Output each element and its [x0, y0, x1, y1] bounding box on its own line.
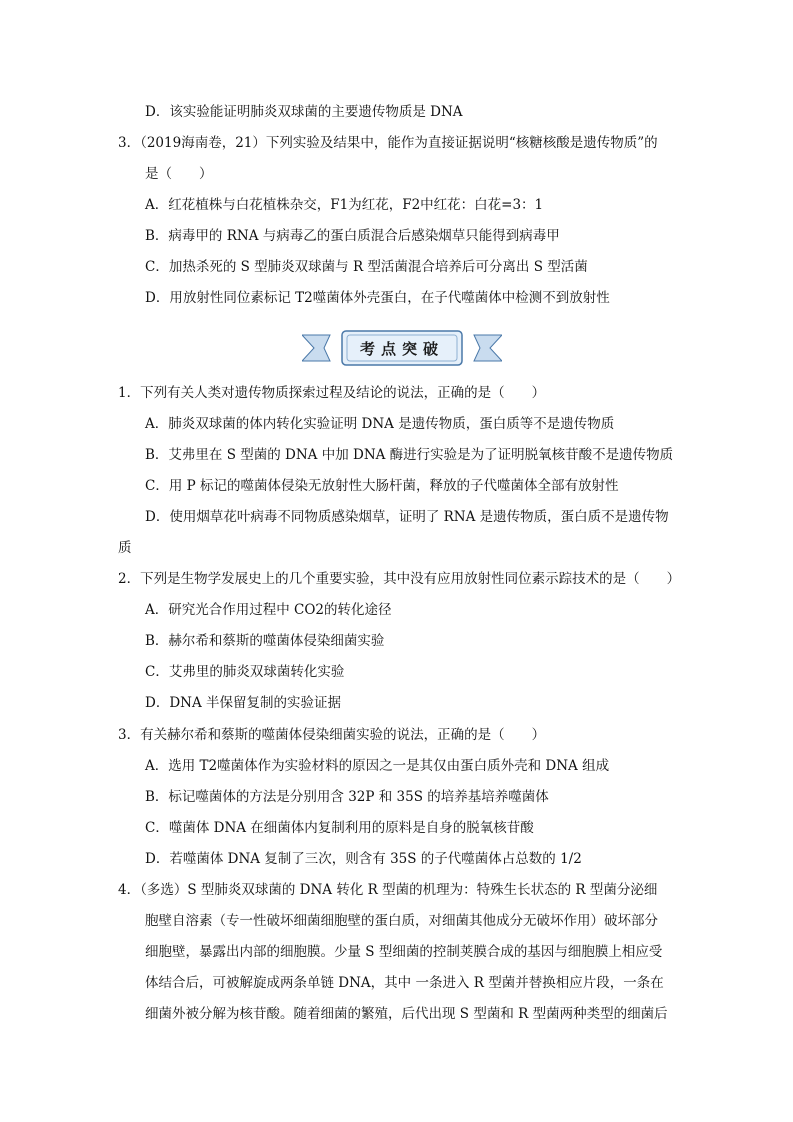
- q4-line4: 体结合后，可被解旋成两条单链 DNA，其中 一条进入 R 型菌并替换相应片段，一条在: [145, 975, 664, 991]
- q2-option-c: C．艾弗里的肺炎双球菌转化实验: [145, 664, 345, 680]
- q1-stem: 1．下列有关人类对遗传物质探索过程及结论的说法，正确的是（ ）: [118, 385, 546, 401]
- section-banner: [302, 329, 502, 367]
- q1-option-c: C．用 P 标记的噬菌体侵染无放射性大肠杆菌，释放的子代噬菌体全部有放射性: [145, 478, 619, 494]
- q1-option-b: B．艾弗里在 S 型菌的 DNA 中加 DNA 酶进行实验是为了证明脱氧核苷酸不是遗传物质: [145, 447, 674, 463]
- section-banner-title: 考点突破: [359, 339, 444, 358]
- q4-line3: 细胞壁，暴露出内部的细胞膜。少量 S 型细菌的控制荚膜合成的基因与细胞膜上相应受: [145, 944, 663, 960]
- q1-option-d-line2: 质: [118, 540, 132, 556]
- q3-prior-option-c: C．加热杀死的 S 型肺炎双球菌与 R 型活菌混合培养后可分离出 S 型活菌: [145, 259, 588, 275]
- prev-option-d: D．该实验能证明肺炎双球菌的主要遗传物质是 DNA: [145, 104, 463, 120]
- q2-option-a: A．研究光合作用过程中 CO2的转化途径: [145, 602, 392, 618]
- q2-option-b: B．赫尔希和蔡斯的噬菌体侵染细菌实验: [145, 633, 385, 649]
- q1-option-d-line1: D．使用烟草花叶病毒不同物质感染烟草，证明了 RNA 是遗传物质，蛋白质不是遗传物: [145, 509, 669, 525]
- q3-prior-option-a: A．红花植株与白花植株杂交，F1为红花，F2中红花：白花=3：1: [145, 197, 544, 213]
- q2-stem: 2．下列是生物学发展史上的几个重要实验，其中没有应用放射性同位素示踪技术的是（ ）: [118, 571, 681, 587]
- q3-option-c: C．噬菌体 DNA 在细菌体内复制利用的原料是自身的脱氧核苷酸: [145, 820, 534, 836]
- q3-prior-stem-line1: 3．（2019海南卷，21）下列实验及结果中，能作为直接证据说明“核糖核酸是遗传物质”的: [118, 135, 658, 151]
- q4-line2: 胞壁自溶素（专一性破坏细菌细胞壁的蛋白质，对细菌其他成分无破坏作用）破坏部分: [145, 913, 658, 929]
- q2-option-d: D．DNA 半保留复制的实验证据: [145, 695, 342, 711]
- q3-option-a: A．选用 T2噬菌体作为实验材料的原因之一是其仅由蛋白质外壳和 DNA 组成: [145, 758, 610, 774]
- q4-line5: 细菌外被分解为核苷酸。随着细菌的繁殖，后代出现 S 型菌和 R 型菌两种类型的细菌后: [145, 1006, 668, 1022]
- q3-option-b: B．标记噬菌体的方法是分别用含 32P 和 35S 的培养基培养噬菌体: [145, 789, 549, 805]
- q3-prior-option-d: D．用放射性同位素标记 T2噬菌体外壳蛋白，在子代噬菌体中检测不到放射性: [145, 290, 610, 306]
- q3-stem: 3．有关赫尔希和蔡斯的噬菌体侵染细菌实验的说法，正确的是（ ）: [118, 727, 546, 743]
- q3-option-d: D．若噬菌体 DNA 复制了三次，则含有 35S 的子代噬菌体占总数的 1/2: [145, 851, 582, 867]
- q3-prior-stem-line2: 是（ ）: [145, 166, 213, 182]
- q1-option-a: A．肺炎双球菌的体内转化实验证明 DNA 是遗传物质，蛋白质等不是遗传物质: [145, 416, 615, 432]
- q3-prior-option-b: B．病毒甲的 RNA 与病毒乙的蛋白质混合后感染烟草只能得到病毒甲: [145, 228, 560, 244]
- q4-line1: 4．（多选）S 型肺炎双球菌的 DNA 转化 R 型菌的机理为：特殊生长状态的 R 型菌分泌细: [118, 882, 658, 898]
